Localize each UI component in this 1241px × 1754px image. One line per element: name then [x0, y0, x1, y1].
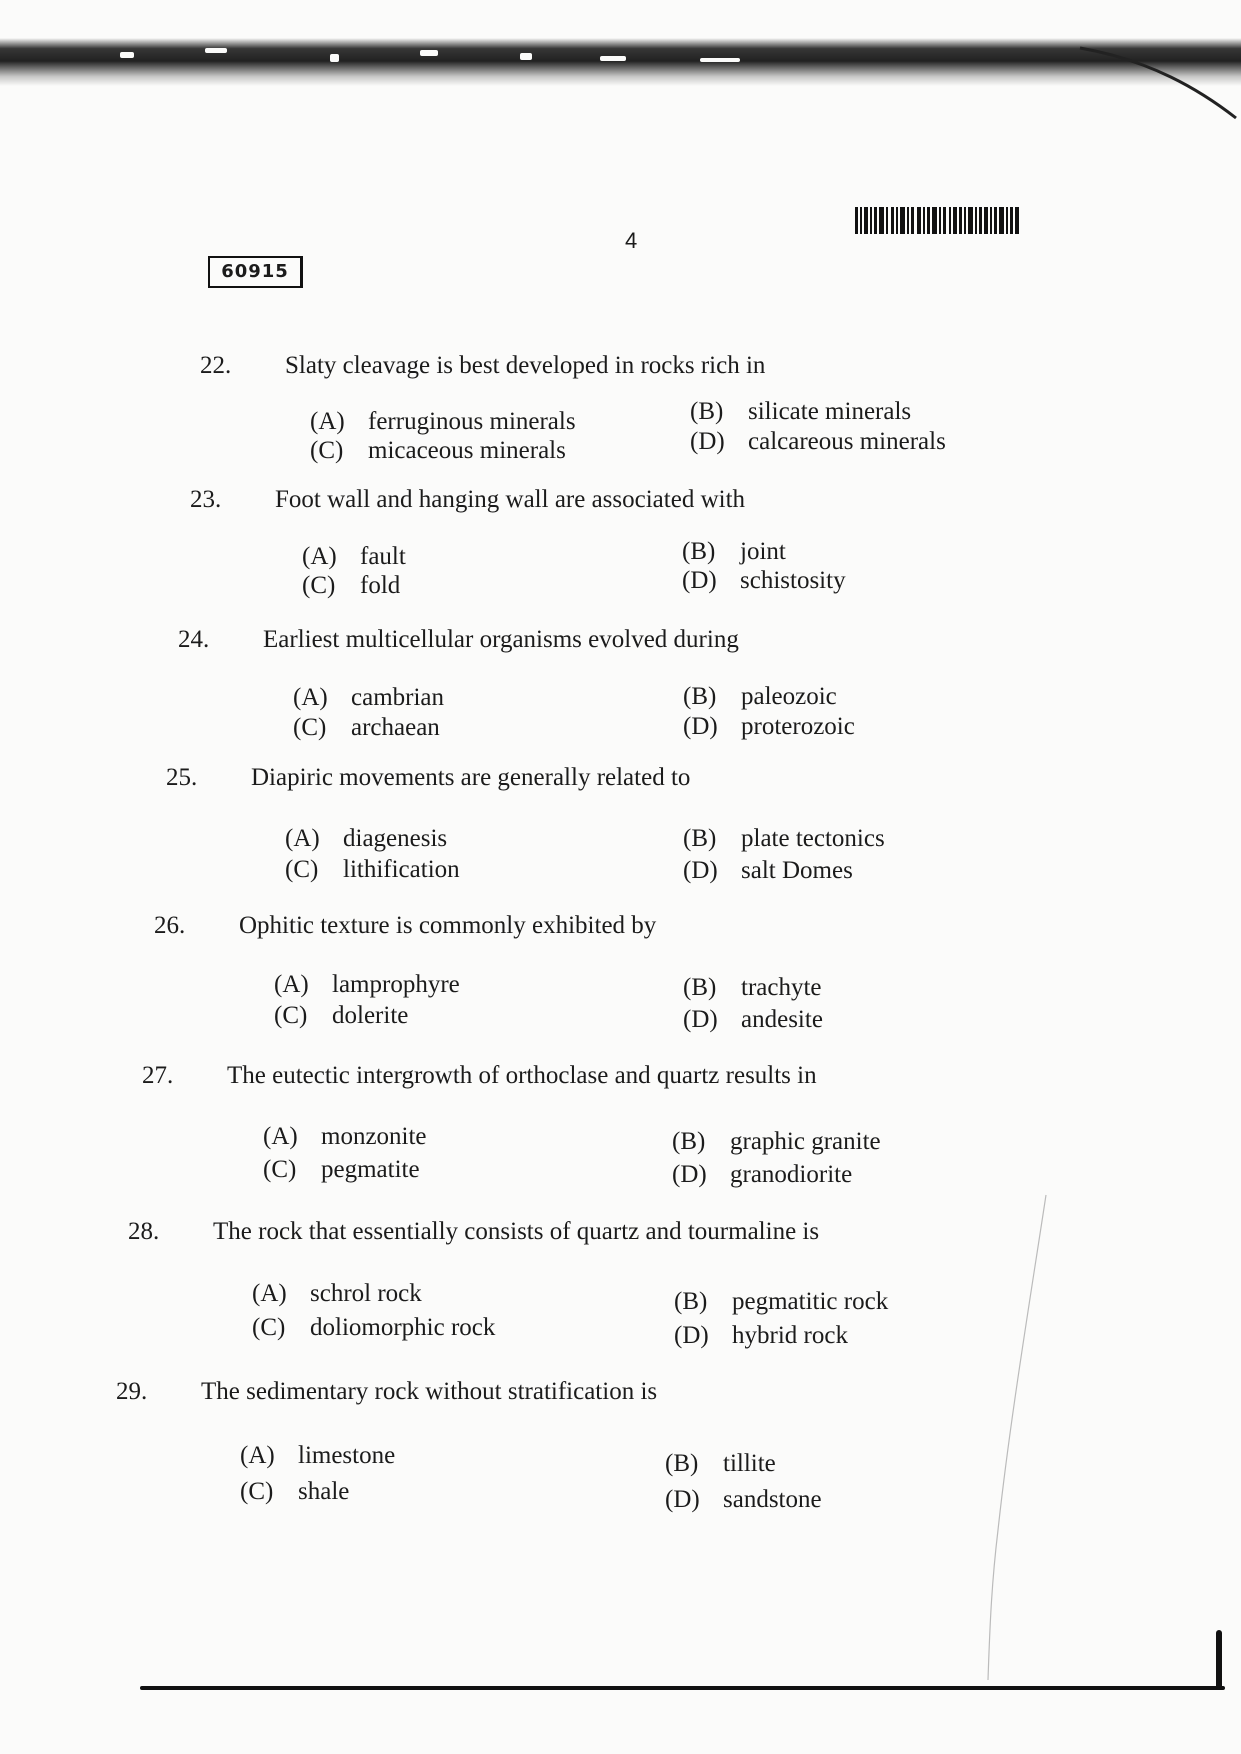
option-c: (C) fold — [302, 572, 401, 599]
option-b: (B) paleozoic — [683, 683, 837, 710]
option-d: (D) hybrid rock — [674, 1322, 848, 1349]
option-c: (C) lithification — [285, 856, 460, 883]
barcode-icon — [855, 207, 1020, 234]
option-a: (A) schrol rock — [252, 1280, 422, 1307]
question-number: 22. — [200, 352, 232, 379]
option-d: (D) salt Domes — [683, 857, 853, 884]
option-d: (D) sandstone — [665, 1486, 822, 1513]
option-a: (A) monzonite — [263, 1123, 427, 1150]
question-number: 26. — [154, 912, 186, 939]
option-c: (C) doliomorphic rock — [252, 1314, 496, 1341]
question-number: 25. — [166, 764, 198, 791]
bottom-corner-mark — [1216, 1630, 1222, 1690]
question-number: 28. — [128, 1218, 160, 1245]
question-text: Foot wall and hanging wall are associated with — [275, 486, 746, 513]
option-c: (C) micaceous minerals — [310, 437, 566, 464]
option-b: (B) tillite — [665, 1450, 776, 1477]
option-b: (B) pegmatitic rock — [674, 1288, 889, 1315]
option-b: (B) trachyte — [683, 974, 822, 1001]
option-d: (D) schistosity — [682, 567, 846, 594]
option-d: (D) andesite — [683, 1006, 823, 1033]
question-text: The eutectic intergrowth of orthoclase and quartz results in — [227, 1062, 817, 1089]
option-a: (A) ferruginous minerals — [310, 408, 576, 435]
option-a: (A) diagenesis — [285, 825, 448, 852]
bottom-rule — [140, 1686, 1225, 1690]
question-text: Slaty cleavage is best developed in rocks rich in — [285, 352, 766, 379]
option-b: (B) plate tectonics — [683, 825, 885, 852]
option-b: (B) joint — [682, 538, 786, 565]
question-number: 27. — [142, 1062, 174, 1089]
option-d: (D) granodiorite — [672, 1161, 853, 1188]
option-a: (A) cambrian — [293, 684, 445, 711]
question-text: Diapiric movements are generally related to — [251, 764, 691, 791]
option-b: (B) graphic granite — [672, 1128, 881, 1155]
option-a: (A) fault — [302, 543, 406, 570]
option-a: (A) lamprophyre — [274, 971, 460, 998]
option-d: (D) proterozoic — [683, 713, 855, 740]
option-c: (C) pegmatite — [263, 1156, 420, 1183]
page-number: 4 — [625, 228, 638, 253]
option-c: (C) dolerite — [274, 1002, 409, 1029]
option-d: (D) calcareous minerals — [690, 428, 946, 455]
option-b: (B) silicate minerals — [690, 398, 912, 425]
question-text: Ophitic texture is commonly exhibited by — [239, 912, 657, 939]
question-text: Earliest multicellular organisms evolved during — [263, 626, 739, 653]
paper-code-box: 60915 — [208, 256, 303, 288]
option-a: (A) limestone — [240, 1442, 396, 1469]
question-text: The rock that essentially consists of quartz and tourmaline is — [213, 1218, 820, 1245]
question-number: 24. — [178, 626, 210, 653]
question-text: The sedimentary rock without stratification is — [201, 1378, 658, 1405]
question-number: 29. — [116, 1378, 148, 1405]
option-c: (C) shale — [240, 1478, 350, 1505]
question-number: 23. — [190, 486, 222, 513]
option-c: (C) archaean — [293, 714, 440, 741]
